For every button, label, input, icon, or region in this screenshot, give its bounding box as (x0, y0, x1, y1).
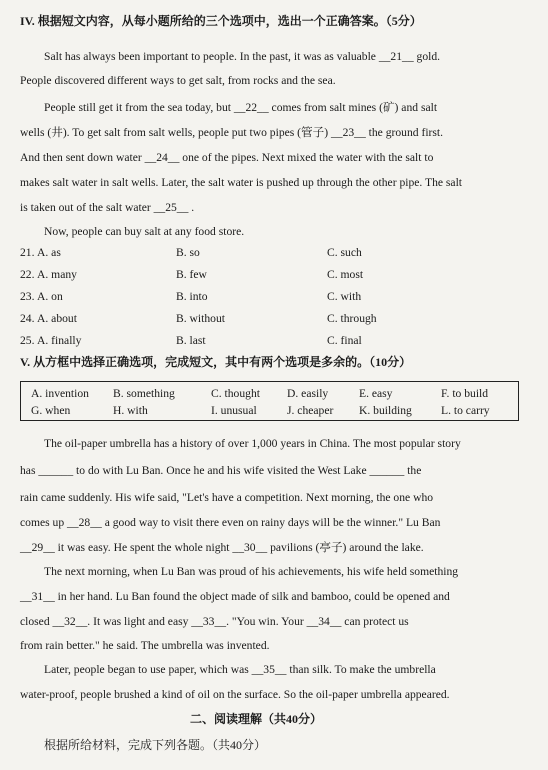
question-number: 25. (20, 334, 35, 347)
passage2-line: from rain better." he said. The umbrella was invented. (20, 639, 270, 652)
option-c: C. with (327, 290, 362, 303)
passage2-line: has ______ to do with Lu Ban. Once he and his wife visited the West Lake ______ the (20, 464, 422, 477)
word-option: F. to build (441, 387, 489, 400)
option-b: B. without (176, 312, 225, 325)
question-number: 22. (20, 268, 35, 281)
passage1-line: wells (井). To get salt from salt wells, people put two pipes (管子) __23__ the ground first. (20, 126, 444, 139)
passage2-line: __29__ it was easy. He spent the whole night __30__ pavilions (亭子) around the lake. (20, 541, 424, 554)
option-b: B. into (176, 290, 208, 303)
question-number: 21. (20, 246, 35, 259)
word-option: B. something (113, 387, 175, 400)
option-c: C. most (327, 268, 364, 281)
option-a: A. finally (37, 334, 82, 347)
part-two-instruction: 根据所给材料，完成下列各题。（共40分） (44, 738, 267, 752)
word-option: D. easily (287, 387, 329, 400)
passage1-line: makes salt water in salt wells. Later, the salt water is pushed up through the other pipe. The salt (20, 176, 463, 189)
option-b: B. so (176, 246, 200, 259)
passage2-line: water-proof, people brushed a kind of oil on the surface. So the oil-paper umbrella appeared. (20, 688, 450, 701)
word-option: J. cheaper (287, 404, 334, 417)
word-bank-box (20, 381, 519, 421)
word-option: K. building (359, 404, 412, 417)
question-number: 24. (20, 312, 35, 325)
word-option: H. with (113, 404, 148, 417)
passage1-line: And then sent down water __24__ one of the pipes. Next mixed the water with the salt to (20, 151, 434, 164)
option-c: C. final (327, 334, 362, 347)
option-a: A. on (37, 290, 63, 303)
passage1-line: People discovered different ways to get salt, from rocks and the sea. (20, 74, 336, 87)
passage2-line: Later, people began to use paper, which was __35__ than silk. To make the umbrella (44, 663, 436, 676)
question-number: 23. (20, 290, 35, 303)
word-option: G. when (31, 404, 71, 417)
passage1-line: People still get it from the sea today, but __22__ comes from salt mines (矿) and salt (44, 101, 438, 114)
word-option: I. unusual (211, 404, 257, 417)
word-option: C. thought (211, 387, 260, 400)
option-c: C. such (327, 246, 362, 259)
option-c: C. through (327, 312, 377, 325)
passage2-line: comes up __28__ a good way to visit there even on rainy days will be the winner." Lu Ban (20, 516, 441, 529)
option-b: B. few (176, 268, 207, 281)
word-option: L. to carry (441, 404, 490, 417)
passage2-line: The next morning, when Lu Ban was proud of his achievements, his wife held something (44, 565, 459, 578)
passage1-line: is taken out of the salt water __25__ . (20, 201, 195, 214)
passage2-line: The oil-paper umbrella has a history of over 1,000 years in China. The most popular story (44, 437, 461, 450)
passage2-line: rain came suddenly. His wife said, "Let's have a competition. Next morning, the one who (20, 491, 434, 504)
part-two-heading: 二、阅读理解（共40分） (190, 712, 323, 726)
passage1-line: Now, people can buy salt at any food store. (44, 225, 245, 238)
section-iv-heading: IV. 根据短文内容，从每小题所给的三个选项中，选出一个正确答案。（5分） (20, 14, 422, 28)
passage2-line: __31__ in her hand. Lu Ban found the object made of silk and bamboo, could be opened and (20, 590, 450, 603)
section-v-heading: V. 从方框中选择正确选项，完成短文，其中有两个选项是多余的。（10分） (20, 355, 412, 369)
option-a: A. as (37, 246, 61, 259)
passage1-line: Salt has always been important to people. In the past, it was as valuable __21__ gold. (44, 50, 441, 63)
option-b: B. last (176, 334, 206, 347)
passage2-line: closed __32__. It was light and easy __33__. "You win. Your __34__ can protect us (20, 615, 409, 628)
option-a: A. many (37, 268, 77, 281)
option-a: A. about (37, 312, 77, 325)
word-option: A. invention (31, 387, 89, 400)
word-option: E. easy (359, 387, 393, 400)
